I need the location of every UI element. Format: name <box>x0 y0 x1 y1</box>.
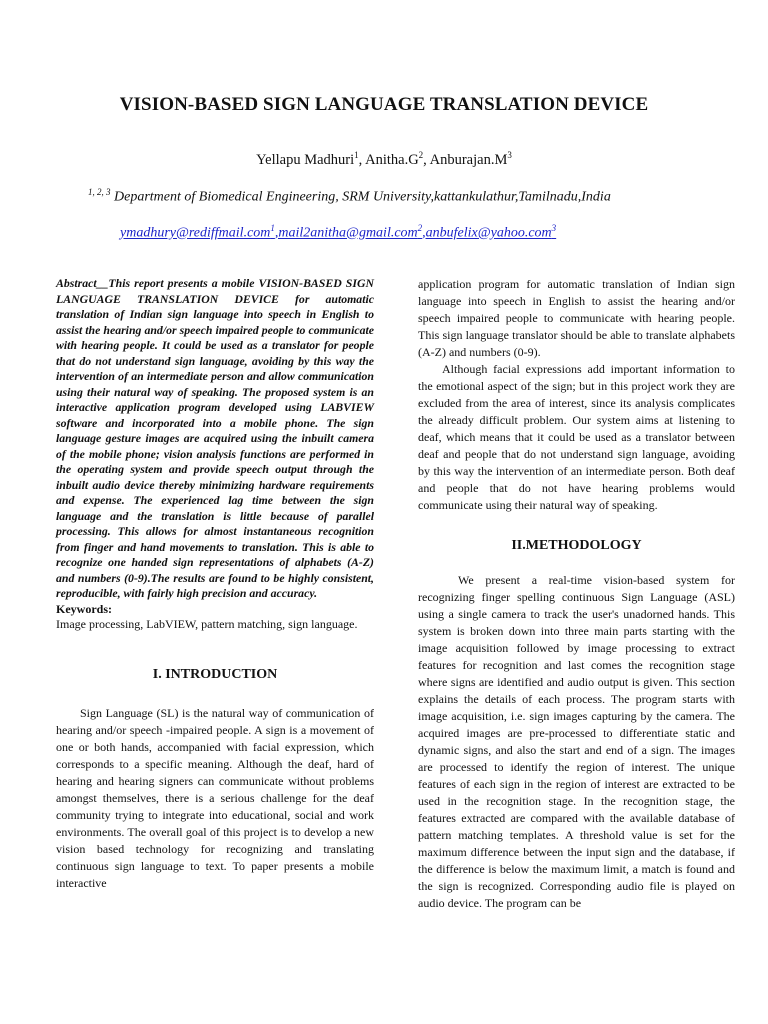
facial-expressions-paragraph: Although facial expressions add important information to the emotional aspect of the sign; but in this project work they are excluded from the area of interest, since its analysis complicates the already difficult problem. Our system aims at listening to deaf, which means that it could be used as a translator between deaf and people that do not understand sign language, avoiding by this way the intervention of an intermediate person. Both deaf and people that do not have hearing problems would communicate using their natural way of speaking. <box>418 362 735 512</box>
email-list[interactable] <box>120 223 720 242</box>
author-1: Yellapu Madhuri <box>256 151 355 168</box>
right-column <box>418 276 735 912</box>
introduction-paragraph: Sign Language (SL) is the natural way of communication of hearing and/or speech -impaired people. A sign is a movement of one or both hands, accompanied with facial expression, which corresponds to a specific meaning. Although the deaf, hard of hearing and hearing signers can communicate without problems amongst themselves, there is a serious challenge for the deaf community trying to integrate into educational, social and work environments. The overall goal of this project is to develop a new vision based technology for recognizing and translating continuous sign language to text. To paper presents a mobile interactive <box>56 705 374 890</box>
methodology-paragraph: We present a real-time vision-based system for recognizing finger spelling continuous Sign Language (ASL) using a single camera to track the user's unadorned hands. This system is broken down into three main parts starting with the image acquisition followed by image processing to extract features for recognition and last comes the recognition stage where signs are identified and audio output is given. This section explains the details of each process. The program starts with image acquisition, i.e. sign images capturing by the camera. The acquired images are pre-processed to differentiate static and dynamic signs, and also the start and end of a sign. The images are processed to identify the region of interest. The unique features of each sign in the region of interest are extracted to be used in the recognition stage. In the recognition stage, the features extracted are compared with the available database of pattern matching templates. A threshold value is set for the maximum difference between the input sign and the database, if the difference is below the maximum limit, a match is found and the sign is recognized. Corresponding audio file is played on audio device. The program can be <box>418 573 735 910</box>
author-2-sup: 2 <box>418 150 424 160</box>
affiliation <box>88 187 748 206</box>
author-3: Anburajan.M <box>429 151 508 168</box>
email-2[interactable]: ,mail2anitha@gmail.com <box>274 225 418 241</box>
email-3[interactable]: ,anbufelix@yahoo.com <box>422 225 552 241</box>
affiliation-sup: 1, 2, 3 <box>88 187 111 197</box>
spacer <box>56 683 374 705</box>
spacer <box>418 554 735 572</box>
left-column <box>56 276 374 892</box>
intro-continued-paragraph: application program for automatic translation of Indian sign language into speech in English to assist the hearing and/or speech impaired people to communicate with hearing people. This sign language translator should be able to translate alphabets (A-Z) and numbers (0-9). <box>418 277 735 359</box>
author-separator-1: , <box>358 151 366 168</box>
author-list <box>0 150 768 169</box>
author-2: Anitha.G <box>365 151 419 168</box>
email-1-sup: 1 <box>270 223 275 233</box>
paper-title: VISION-BASED SIGN LANGUAGE TRANSLATION DEVICE <box>119 94 649 115</box>
introduction-heading: I. INTRODUCTION <box>152 666 278 682</box>
author-1-sup: 1 <box>354 150 359 160</box>
keywords-text: Image processing, LabVIEW, pattern matching, sign language. <box>56 616 358 631</box>
abstract: Abstract__This report presents a mobile VISION-BASED SIGN LANGUAGE TRANSLATION DEVICE for automatic translation of Indian sign language into speech in English to assist the hearing and/or speech impaired people to communicate with hearing people. It could be used as a translator for people that do not understand sign language, avoiding by this way the intervention of an intermediate person and allow communication using their natural way of speaking. The proposed system is an interactive application program developed using LABVIEW software and incorporated into a mobile phone. The sign language gesture images are acquired using the inbuilt camera of the mobile phone; vision analysis functions are performed in the operating system and provide speech output through the inbuilt audio device thereby minimizing hardware requirements and expense. The experienced lag time between the sign language and the translation is little because of parallel processing. This allows for almost instantaneous recognition from finger and hand movements to translation. This is able to recognize one handed sign representations of alphabets (A-Z) and numbers (0-9).The results are found to be highly consistent, reproducible, with fairly high precision and accuracy. <box>56 276 374 600</box>
methodology-heading: II.METHODOLOGY <box>511 538 642 553</box>
email-2-sup: 2 <box>417 223 423 233</box>
author-3-sup: 3 <box>507 150 512 160</box>
email-3-sup: 3 <box>551 223 557 233</box>
email-1[interactable]: ymadhury@rediffmail.com <box>120 225 271 241</box>
author-separator-2: , <box>423 151 430 168</box>
keywords-heading: Keywords: <box>56 601 112 616</box>
affiliation-text: Department of Biomedical Engineering, SRM University,kattankulathur,Tamilnadu,India <box>114 189 611 205</box>
